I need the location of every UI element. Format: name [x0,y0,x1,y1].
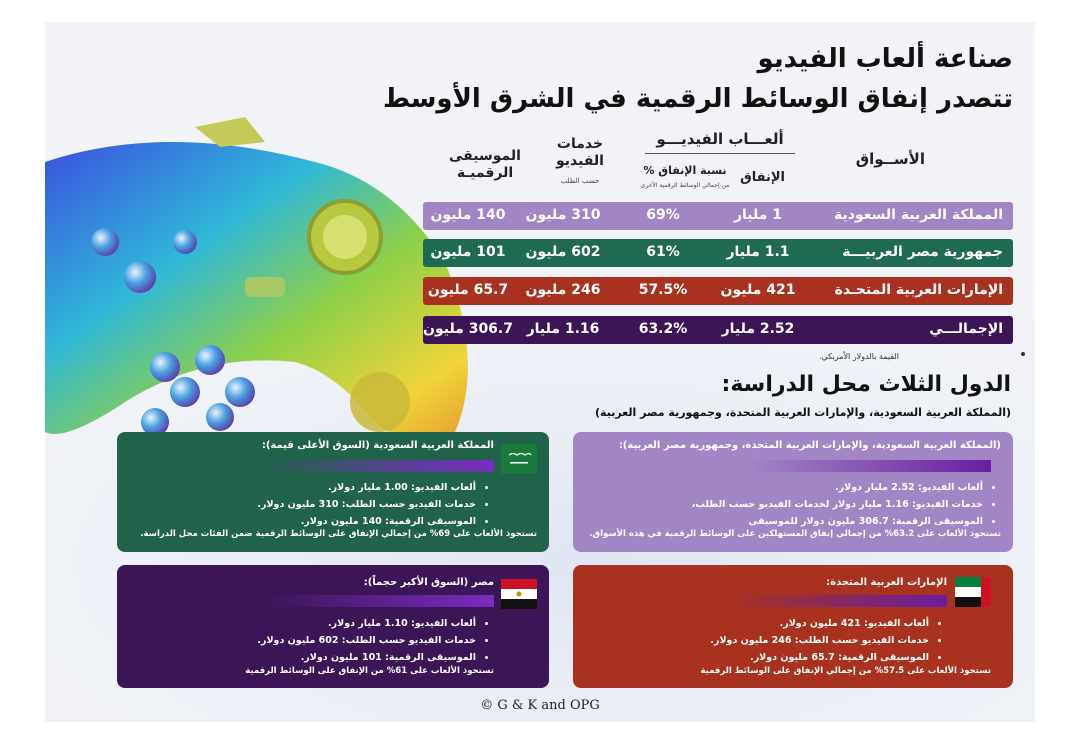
music-value: 101 مليون [430,244,506,260]
list-item: • الموسيقى الرقمية: 65.7 مليون دولار. [710,649,929,666]
card-accent-bar [264,595,494,607]
card-title: المملكة العربية السعودية (السوق الأعلى قيمة): [261,440,494,451]
header-digital-music: الموسيقى الرقميـة [449,148,521,181]
market-name: جمهورية مصر العربيـــة [842,244,1003,260]
card-note: تستحوذ الألعاب على 61% من الإنفاق على الوسائط الرقمية [245,666,494,676]
card-saudi [117,432,549,552]
card-title: الإمارات العربية المتحدة: [826,577,947,588]
card-note: تستحوذ الألعاب على 57.5% من إجمالي الإنفاق على الوسائط الرقمية [700,666,991,676]
table-row-total [423,316,1013,344]
currency-note: القيمة بالدولار الأمريكي. [818,352,899,361]
list-item: • ألعاب الفيديو: 1.00 مليار دولار. [257,479,476,496]
share-value: 63.2% [638,321,688,337]
services-value: 1.16 مليار [526,321,600,337]
table-row [423,239,1013,267]
spending-value: 421 مليون [720,282,796,298]
services-value: 602 مليون [525,244,601,260]
list-item: • ألعاب الفيديو: 421 مليون دولار. [710,615,929,632]
header-share: نسبة الإنفاق % [643,164,727,177]
list-item: • خدمات الفيديو حسب الطلب: 602 مليون دولار. [257,632,476,649]
header-markets: الأســواق [855,150,925,168]
section-title: الدول الثلاث محل الدراسة: [721,372,1011,397]
market-name: الإمارات العربية المتحـدة [834,282,1003,298]
list-item: • الموسيقى الرقمية: 101 مليون دولار. [257,649,476,666]
list-item: • ألعاب الفيديو: 2.52 مليار دولار. [692,479,983,496]
card-title: (المملكة العربية السعودية، والإمارات العربية المتحدة، وجمهورية مصر العربية): [618,440,1001,451]
card-note: تستحوذ الألعاب على 69% من إجمالي الإنفاق على الوسائط الرقمية ضمن الفئات محل الدراسة. [140,529,537,539]
list-item: • خدمات الفيديو: 1.16 مليار دولار لخدمات الفيديو حسب الطلب، [692,496,983,513]
share-value: 69% [646,207,680,223]
saudi-flag-icon [501,444,537,474]
card-combined [573,432,1013,552]
table-row [423,202,1013,230]
section-subtitle: (المملكة العربية السعودية، والإمارات العربية المتحدة، وجمهورية مصر العربية) [595,406,1011,419]
card-accent-bar [727,595,947,607]
table-row [423,277,1013,305]
uae-flag-icon [955,577,991,607]
header-share-sub: من إجمالي الوسائط الرقمية الأخرى [640,182,730,189]
header-video-services-sub: حسب الطلب [560,177,600,185]
share-value: 61% [646,244,680,260]
card-note: تستحوذ الألعاب على 63.2% من إجمالي إنفاق المستهلكين على الوسائط الرقمية في هذه الأسواق. [589,529,1001,539]
spending-value: 2.52 مليار [721,321,795,337]
card-uae [573,565,1013,688]
market-name: الإجمالـــي [929,321,1003,337]
music-value: 140 مليون [430,207,506,223]
music-value: 65.7 مليون [427,282,509,298]
card-accent-bar [751,460,991,472]
services-value: 246 مليون [525,282,601,298]
music-value: 306.7 مليون [423,321,513,337]
list-item: • خدمات الفيديو حسب الطلب: 310 مليون دولار. [257,496,476,513]
main-title: صناعة ألعاب الفيديو [757,44,1013,74]
share-value: 57.5% [638,282,688,298]
card-accent-bar [264,460,494,472]
list-item: • ألعاب الفيديو: 1.10 مليار دولار. [257,615,476,632]
header-divider [645,153,795,154]
bullet-dot-icon [1021,352,1025,356]
header-video-services: خدمات الفيديو [556,136,604,169]
list-item: • خدمات الفيديو حسب الطلب: 246 مليون دولار. [710,632,929,649]
list-item: • الموسيقى الرقمية: 306.7 مليون دولار للموسيقى [692,513,983,530]
services-value: 310 مليون [525,207,601,223]
infographic-page [45,22,1035,722]
egypt-flag-icon [501,579,537,609]
card-title: مصر (السوق الأكبر حجماً): [363,577,494,588]
spending-value: 1 مليار [733,207,783,223]
copyright: © G & K and OPG [480,698,600,713]
list-item: • الموسيقى الرقمية: 140 مليون دولار. [257,513,476,530]
main-subtitle: تتصدر إنفاق الوسائط الرقمية في الشرق الأوسط [382,84,1013,114]
header-spending: الإنفاق [740,170,785,185]
market-name: المملكة العربية السعودية [834,207,1003,223]
card-egypt [117,565,549,688]
header-video-games: ألعـــاب الفيديـــو [656,130,784,148]
spending-value: 1.1 مليار [726,244,790,260]
